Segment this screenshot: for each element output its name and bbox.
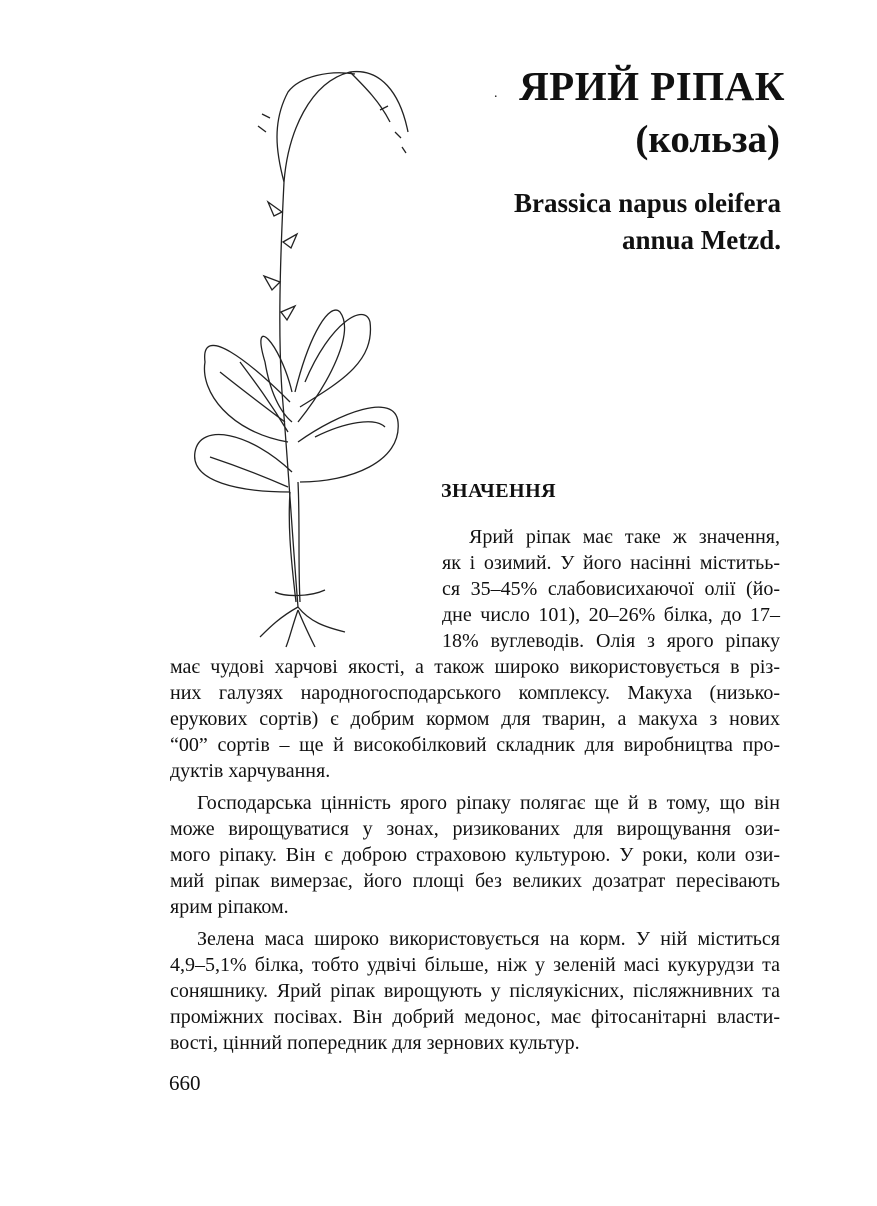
paragraph-line: дне число 101), 20–26% білка, до 17– xyxy=(442,604,780,626)
paragraph-line: може вирощуватися у зонах, ризикованих для вирощування ози- xyxy=(170,818,780,840)
paragraph-line: соняшнику. Ярий ріпак вирощують у післяукісних, післяжнивних та xyxy=(170,980,780,1002)
paragraph-line: Ярий ріпак має таке ж значення, xyxy=(469,526,780,548)
paragraph-line: мого ріпаку. Він є доброю страховою культурою. У роки, коли ози- xyxy=(170,844,780,866)
paragraph-line: ярим ріпаком. xyxy=(170,896,289,918)
paragraph-line: як і озимий. У його насінні міститьь- xyxy=(442,552,780,574)
rapeseed-plant-illustration xyxy=(180,62,420,652)
paragraph-line: дуктів харчування. xyxy=(170,760,331,782)
paragraph-line: 4,9–5,1% білка, тобто удвічі більше, ніж у зеленій масі кукурудзи та xyxy=(170,954,780,976)
paragraph-line: має чудові харчові якості, а також широко використовується в різ- xyxy=(170,656,780,678)
paragraph-line: “00” сортів – ще й високобілковий складник для виробництва про- xyxy=(170,734,780,756)
paragraph-line: Господарська цінність ярого ріпаку полягає ще й в тому, що він xyxy=(197,792,780,814)
page-title: ЯРИЙ РІПАК xyxy=(519,63,785,109)
section-heading: ЗНАЧЕННЯ xyxy=(441,480,557,502)
paragraph-line: них галузях народногосподарського комплексу. Макуха (низько- xyxy=(170,682,780,704)
latin-name-line-2: annua Metzd. xyxy=(621,225,781,255)
paragraph-line: Зелена маса широко використовується на корм. У ній міститься xyxy=(197,928,780,950)
paragraph-line: вості, цінний попередник для зернових культур. xyxy=(170,1032,580,1054)
paragraph-line: проміжних посівах. Він добрий медонос, має фітосанітарні власти- xyxy=(170,1006,780,1028)
paragraph-line: ерукових сортів) є добрим кормом для тварин, а макуха з нових xyxy=(170,708,780,730)
page-subtitle: (кользa) xyxy=(635,118,780,161)
page-number: 660 xyxy=(169,1071,201,1095)
paragraph-line: ся 35–45% слабовисихаючої олії (йо- xyxy=(442,578,780,600)
paragraph-line: мий ріпак вимерзає, його площі без великих дозатрат пересівають xyxy=(170,870,780,892)
latin-name-line-1: Brassica napus oleifera xyxy=(514,188,781,218)
paragraph-line: 18% вуглеводів. Олія з ярого ріпаку xyxy=(442,630,780,652)
stray-dot: . xyxy=(494,86,498,101)
